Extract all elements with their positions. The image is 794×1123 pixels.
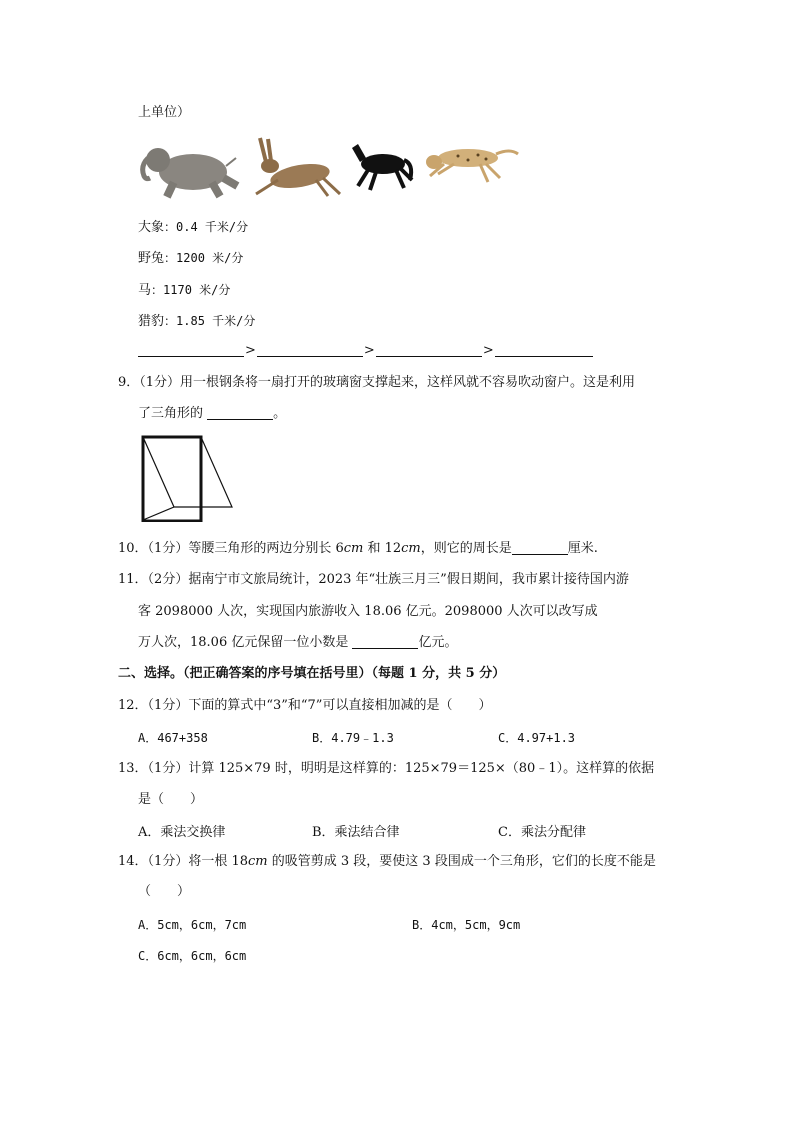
q12-stem: 12．（1分）下面的算式中“3”和“7”可以直接相加减的是（ ） bbox=[118, 698, 492, 713]
horse-image bbox=[352, 144, 412, 190]
q11-stem-line2: 客 2098000 人次，实现国内旅游收入 18.06 亿元。2098000 人次可以改写成 bbox=[138, 604, 598, 619]
q14-stem: 14．（1分）将一根 18cm 的吸管剪成 3 段，要使这 3 段围成一个三角形，它们的长度不能是 bbox=[118, 854, 656, 869]
q9-stem: 9．（1分）用一根钢条将一扇打开的玻璃窗支撑起来，这样风就不容易吹动窗户。这是利用 bbox=[118, 375, 636, 390]
q13-stem-line2: 是（ ） bbox=[138, 792, 204, 807]
animal-cheetah-speed: 猎豹：1.85 千米/分 bbox=[138, 314, 256, 329]
q12-option-c[interactable]: C．4.97+1.3 bbox=[498, 731, 576, 745]
animal-images bbox=[138, 136, 528, 202]
q14-option-c[interactable]: C．6cm，6cm，6cm bbox=[138, 949, 247, 963]
q10-answer-blank[interactable] bbox=[512, 540, 568, 555]
q10-stem: 10．（1分）等腰三角形的两边分别长 6cm 和 12cm，则它的周长是 厘米. bbox=[118, 541, 598, 556]
q13-option-b[interactable]: B．乘法结合律 bbox=[312, 825, 400, 840]
section-2-heading: 二、选择。（把正确答案的序号填在括号里）（每题 1 分，共 5 分） bbox=[118, 666, 506, 681]
hare-image bbox=[256, 138, 340, 196]
q14-stem-line2: （ ） bbox=[138, 884, 191, 899]
q13-stem: 13．（1分）计算 125×79 时，明明是这样算的：125×79＝125×（80﹣1）。这样算的依据 bbox=[118, 761, 655, 776]
gt-sign: > bbox=[482, 343, 494, 358]
gt-sign: > bbox=[245, 343, 256, 358]
answer-blank-3[interactable] bbox=[376, 342, 482, 357]
q13-option-c[interactable]: C．乘法分配律 bbox=[498, 825, 586, 840]
gt-sign: > bbox=[363, 343, 375, 358]
q12-option-b[interactable]: B．4.79﹣1.3 bbox=[312, 731, 394, 745]
q11-stem-line3: 万人次，18.06 亿元保留一位小数是 亿元。 bbox=[138, 635, 458, 650]
q9-stem-line2: 了三角形的 。 bbox=[138, 406, 287, 421]
answer-blank-2[interactable] bbox=[257, 342, 363, 357]
animal-hare-speed: 野兔：1200 米/分 bbox=[138, 251, 244, 266]
q8-tail: 上单位） bbox=[138, 105, 191, 120]
q8-answer-row bbox=[138, 342, 593, 360]
animal-elephant-speed: 大象：0.4 千米/分 bbox=[138, 220, 249, 235]
q9-answer-blank[interactable] bbox=[207, 405, 273, 420]
answer-blank-1[interactable] bbox=[138, 342, 244, 357]
q12-option-a[interactable]: A．467+358 bbox=[138, 731, 208, 745]
q14-option-b[interactable]: B．4cm，5cm，9cm bbox=[412, 918, 521, 932]
q14-option-a[interactable]: A．5cm，6cm，7cm bbox=[138, 918, 247, 932]
q11-answer-blank[interactable] bbox=[352, 634, 418, 649]
elephant-image bbox=[143, 148, 240, 199]
answer-blank-4[interactable] bbox=[495, 342, 593, 357]
cheetah-image bbox=[426, 149, 518, 182]
animal-horse-speed: 马：1170 米/分 bbox=[138, 283, 231, 298]
window-figure bbox=[138, 432, 238, 522]
q13-option-a[interactable]: A．乘法交换律 bbox=[138, 825, 226, 840]
q11-stem-line1: 11．（2分）据南宁市文旅局统计，2023 年“壮族三月三”假日期间，我市累计接待国内游 bbox=[118, 572, 629, 587]
